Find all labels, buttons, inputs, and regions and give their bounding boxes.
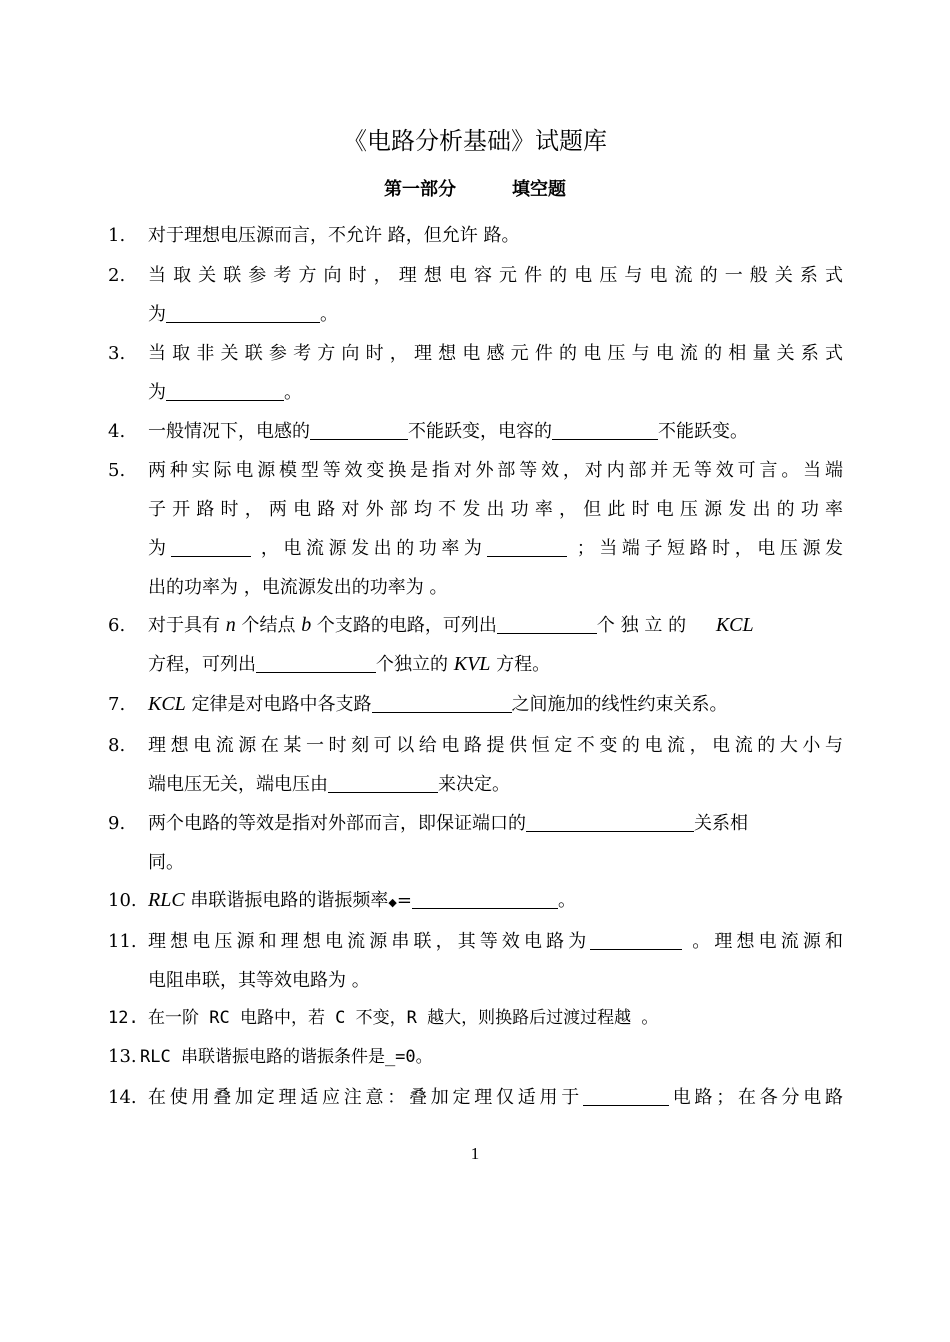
question-text: 。 bbox=[284, 382, 302, 403]
question-text: 在使用叠加定理适应注意：叠加定理仅适用于 bbox=[148, 1087, 583, 1108]
question-text: 对于理想电压源而言，不允许 路，但允许 路。 bbox=[148, 225, 520, 246]
question-1 bbox=[108, 216, 843, 255]
question-text: RLC 串联谐振电路的谐振条件是_=0。 bbox=[140, 1047, 433, 1067]
question-number: 10. bbox=[108, 890, 137, 911]
question-text: 个支路的电路，可列出 bbox=[311, 615, 497, 636]
rlc-label: RLC bbox=[148, 889, 185, 911]
question-text: 理想电流源在某一时刻可以给电路提供恒定不变的电流，电流的大小与 bbox=[148, 735, 843, 756]
question-text: 电阻串联，其等效电路为 。 bbox=[148, 970, 370, 991]
answer-blank bbox=[497, 611, 597, 634]
question-number: 12. bbox=[108, 1008, 139, 1028]
question-text: 出的功率为 ，电流源发出的功率为 。 bbox=[148, 577, 448, 598]
answer-blank bbox=[487, 534, 567, 557]
question-text: 不能跃变，电容的 bbox=[408, 421, 552, 442]
question-text: 关系相 bbox=[694, 813, 748, 834]
question-number: 6. bbox=[108, 615, 126, 636]
question-text: 理想电压源和理想电流源串联，其等效电路为 bbox=[148, 931, 591, 952]
question-7 bbox=[108, 685, 843, 724]
question-14 bbox=[108, 1078, 843, 1117]
answer-blank bbox=[372, 690, 512, 713]
question-text: 个独立的 bbox=[376, 654, 454, 675]
question-text: 之间施加的线性约束关系。 bbox=[511, 694, 728, 715]
question-text: 电路；在各分电路 bbox=[669, 1087, 843, 1108]
variable-n: n bbox=[225, 614, 236, 636]
question-number: 8. bbox=[108, 735, 126, 756]
variable-b: b bbox=[301, 614, 312, 636]
kvl-label: KVL bbox=[453, 653, 491, 675]
kcl-label: KCL bbox=[148, 693, 186, 715]
question-6 bbox=[108, 606, 843, 684]
page-number: 1 bbox=[470, 1144, 480, 1163]
question-text: = bbox=[396, 890, 412, 911]
question-number: 2. bbox=[108, 265, 126, 286]
page-title: 《电路分析基础》试题库 bbox=[343, 127, 607, 155]
question-text: 个结点 bbox=[235, 615, 302, 636]
question-text: 为 bbox=[148, 304, 166, 325]
question-8 bbox=[108, 726, 843, 804]
question-text: 来决定。 bbox=[438, 774, 510, 795]
question-text: 子开路时，两电路对外部均不发出功率，但此时电压源发出的功率 bbox=[148, 499, 843, 520]
answer-blank bbox=[583, 1083, 669, 1106]
question-text: 。 bbox=[557, 890, 576, 911]
question-text: 在一阶 RC 电路中，若 C 不变，R 越大，则换路后过渡过程越 。 bbox=[148, 1008, 659, 1028]
question-number: 9. bbox=[108, 813, 126, 834]
section-part: 第一部分 bbox=[384, 179, 456, 200]
question-text: 一般情况下，电感的 bbox=[148, 421, 310, 442]
answer-blank bbox=[166, 300, 320, 323]
question-10 bbox=[108, 881, 843, 922]
question-text: 。理想电流源和 bbox=[682, 931, 843, 952]
question-number: 14. bbox=[108, 1087, 137, 1108]
question-number: 1. bbox=[108, 225, 126, 246]
question-text: 当取非关联参考方向时，理想电感元件的电压与电流的相量关系式 bbox=[148, 343, 843, 364]
answer-blank bbox=[166, 378, 284, 401]
question-text: 个 独 立 的 bbox=[596, 615, 692, 636]
answer-blank bbox=[590, 927, 682, 950]
question-text: 。 bbox=[320, 304, 338, 325]
question-13 bbox=[108, 1037, 843, 1077]
question-text: 对于具有 bbox=[148, 615, 226, 636]
question-3 bbox=[108, 334, 843, 412]
answer-blank bbox=[412, 886, 558, 909]
question-2 bbox=[108, 256, 843, 334]
symbol-icon: ◆ bbox=[388, 896, 397, 909]
question-5 bbox=[108, 451, 843, 607]
kcl-label: KCL bbox=[715, 614, 754, 636]
answer-blank bbox=[552, 417, 658, 440]
question-number: 3. bbox=[108, 343, 126, 364]
question-11 bbox=[108, 922, 843, 1000]
question-text: 方程。 bbox=[490, 654, 551, 675]
question-text: 端电压无关，端电压由 bbox=[148, 774, 328, 795]
question-text: 为 bbox=[148, 382, 166, 403]
answer-blank bbox=[256, 650, 376, 673]
question-number: 11. bbox=[108, 931, 137, 952]
question-number: 13. bbox=[108, 1046, 137, 1067]
question-12 bbox=[108, 999, 843, 1038]
question-number: 4. bbox=[108, 421, 126, 442]
question-text: 两个电路的等效是指对外部而言，即保证端口的 bbox=[148, 813, 526, 834]
question-text: 两种实际电源模型等效变换是指对外部等效，对内部并无等效可言。当端 bbox=[148, 460, 843, 481]
question-number: 5. bbox=[108, 460, 126, 481]
question-text: 方程，可列出 bbox=[148, 654, 256, 675]
answer-blank bbox=[328, 770, 438, 793]
section-type: 填空题 bbox=[512, 179, 566, 200]
question-number: 7. bbox=[108, 694, 126, 715]
answer-blank bbox=[526, 809, 694, 832]
question-text: ，电流源发出的功率为 bbox=[250, 538, 487, 559]
answer-blank bbox=[310, 417, 408, 440]
question-9 bbox=[108, 804, 843, 882]
question-text: 串联谐振电路的谐振频率 bbox=[184, 890, 389, 911]
question-text: 当取关联参考方向时，理想电容元件的电压与电流的一般关系式 bbox=[148, 265, 843, 286]
question-text: 为 bbox=[148, 538, 171, 559]
question-text: ；当端子短路时，电压源发 bbox=[566, 538, 844, 559]
question-text: 不能跃变。 bbox=[658, 421, 748, 442]
answer-blank bbox=[171, 534, 251, 557]
question-text: 定律是对电路中各支路 bbox=[185, 694, 372, 715]
question-text: 同。 bbox=[148, 852, 184, 873]
section-heading bbox=[0, 176, 950, 204]
question-4 bbox=[108, 412, 843, 451]
